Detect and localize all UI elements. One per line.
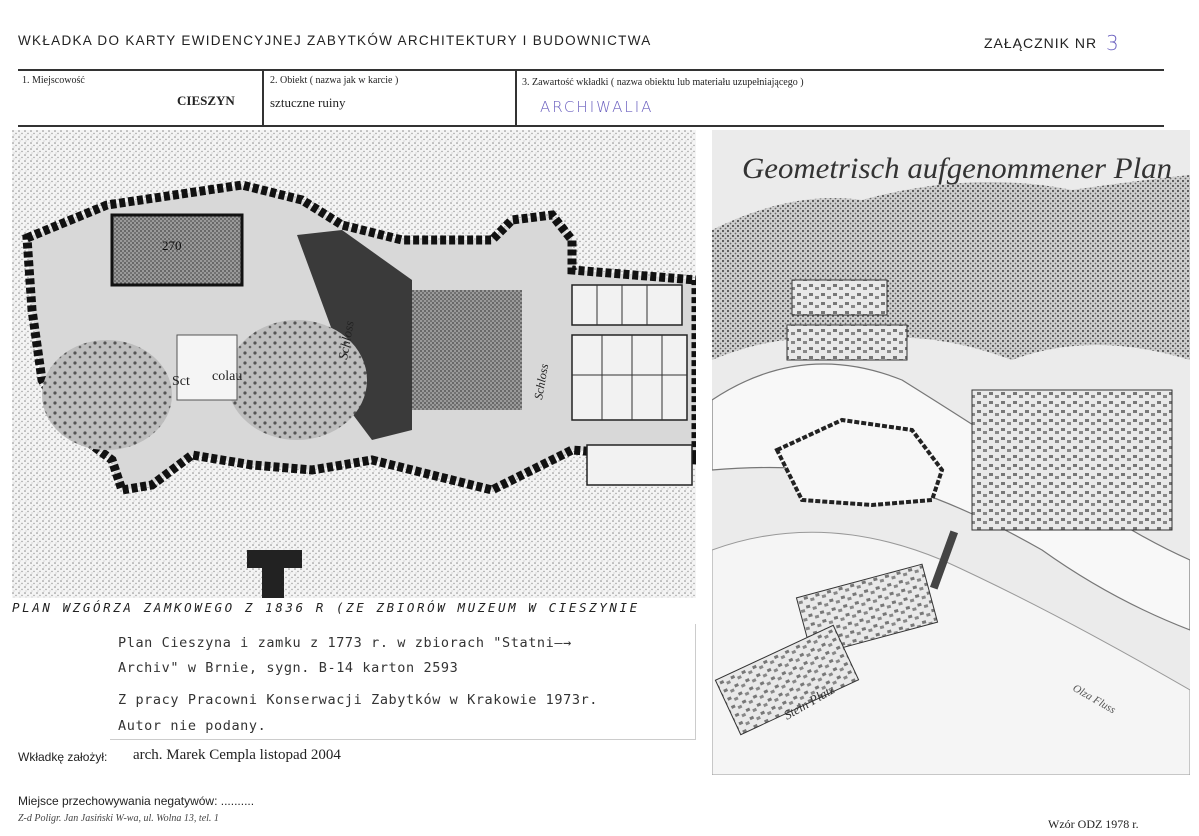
olza-label: Olza Fluss bbox=[1070, 682, 1118, 717]
attachment-label: ZAŁĄCZNIK NR bbox=[984, 35, 1098, 51]
object-value: sztuczne ruiny bbox=[270, 95, 346, 110]
object-label: 2. Obiekt ( nazwa jak w karcie ) bbox=[270, 75, 399, 86]
typed-note-line-1: Plan Cieszyna i zamku z 1773 r. w zbiorach "Statni—→ bbox=[118, 635, 572, 651]
town-plan-map-drawing bbox=[712, 130, 1190, 775]
castle-hill-map bbox=[12, 130, 696, 598]
contents-label: 3. Zawartość wkładki ( nazwa obiektu lub materiału uzupełniającego ) bbox=[522, 77, 804, 88]
field-divider-2 bbox=[515, 69, 517, 126]
negatives-location-label: Miejsce przechowywania negatywów: .......... bbox=[18, 794, 255, 808]
location-label: 1. Miejscowość bbox=[22, 75, 85, 86]
attachment-number-value: 3 bbox=[1106, 31, 1120, 55]
schloss-label-1: Schloss bbox=[335, 319, 357, 361]
fields-rule bbox=[18, 125, 1164, 127]
plot-number-label: 270 bbox=[162, 238, 182, 253]
left-map-caption: PLAN WZGÓRZA ZAMKOWEGO Z 1836 R (ZE ZBIORÓW MUZEUM W CIESZYNIE bbox=[12, 600, 640, 615]
schloss-label-2: Schloss bbox=[531, 362, 552, 401]
colau-label: colau bbox=[212, 369, 243, 384]
founder-value: arch. Marek Cempla listopad 2004 bbox=[133, 747, 341, 763]
printer-info: Z-d Poligr. Jan Jasiński W-wa, ul. Wolna 13, tel. 1 bbox=[18, 813, 219, 824]
form-title: WKŁADKA DO KARTY EWIDENCYJNEJ ZABYTKÓW ARCHITEKTURY I BUDOWNICTWA bbox=[18, 33, 652, 48]
header-rule bbox=[18, 69, 1164, 71]
sct-label: Sct bbox=[172, 374, 190, 389]
founder-label: Wkładkę założył: bbox=[18, 750, 108, 764]
castle-hill-map-drawing bbox=[12, 130, 696, 598]
stein-platz-label: Stein Platz bbox=[781, 681, 837, 723]
field-divider-1 bbox=[262, 69, 264, 126]
typed-note-line-4: Autor nie podany. bbox=[118, 718, 267, 734]
town-plan-map bbox=[712, 130, 1190, 775]
typed-note-line-2: Archiv" w Brnie, sygn. B-14 karton 2593 bbox=[118, 660, 459, 676]
location-value: CIESZYN bbox=[177, 93, 235, 108]
attachment-number bbox=[984, 31, 1120, 55]
contents-value: ARCHIWALIA bbox=[540, 98, 654, 116]
form-code: Wzór ODZ 1978 r. bbox=[1048, 817, 1139, 831]
typed-note-line-3: Z pracy Pracowni Konserwacji Zabytków w Krakowie 1973r. bbox=[118, 692, 599, 708]
geometric-plan-title: Geometrisch aufgenommener Plan bbox=[742, 152, 1172, 185]
